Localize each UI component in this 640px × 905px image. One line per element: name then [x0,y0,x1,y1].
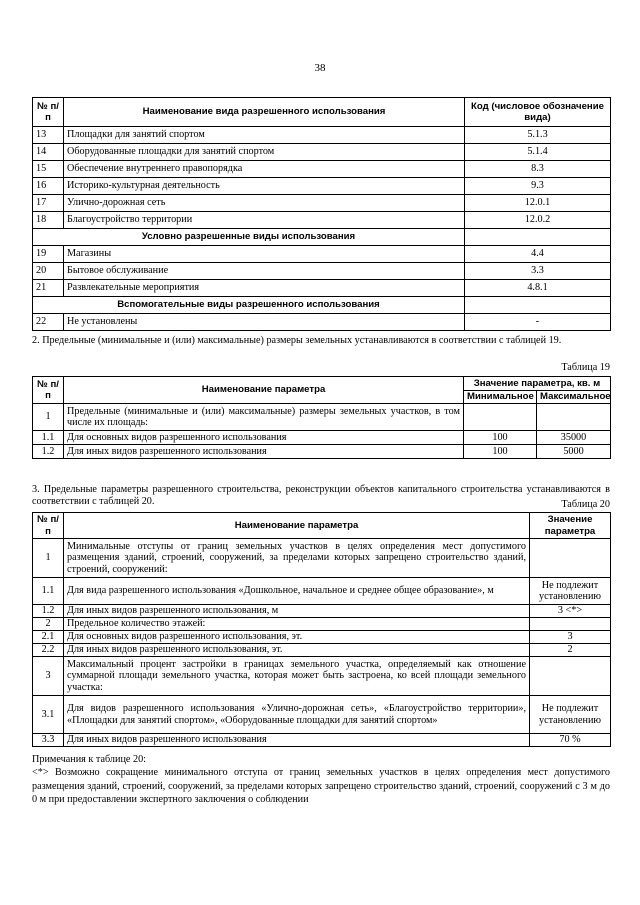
notes-text: <*> Возможно сокращение минимального отступа от границ земельных участков в целях определения мест допустимого размещения зданий, строений, сооружений, за пределами которых запрещено строительство зданий, строений, сооружений с 3 м до 0 м при предоставлении экспертного заключения о соблюдении [32,767,610,806]
use-row-cell-0: 22 [33,314,64,331]
use-row-cell-2: 9.3 [465,178,611,195]
t20-row-cell-2 [530,657,611,696]
t20-row-cell-2 [530,539,611,578]
t20-row-cell-2: 3 [530,631,611,644]
use-row-cell-1: Улично-дорожная сеть [64,195,465,212]
use-row-cell-1: Историко-культурная деятельность [64,178,465,195]
use-row-cell-2: 4.4 [465,246,611,263]
use-row-cell-1: Магазины [64,246,465,263]
use-row [33,195,611,212]
t19-row-cell-3: 35000 [537,431,611,445]
t19-row-cell-1: Для основных видов разрешенного использования [64,431,464,445]
t19-row-cell-1: Предельные (минимальные и (или) максимальные) размеры земельных участков, в том числе их площадь: [64,404,464,431]
t20-row [33,696,611,734]
t20-row-cell-2: 2 [530,644,611,657]
section-empty-cell [465,229,611,246]
t20-row-cell-1: Для иных видов разрешенного использования [64,734,530,747]
header-code: Код (числовое обозначение вида) [465,98,611,127]
notes-title: Примечания к таблице 20: [32,754,146,765]
use-row-cell-1: Бытовое обслуживание [64,263,465,280]
t19-row-cell-0: 1.1 [33,431,64,445]
t20-row-cell-0: 2.2 [33,644,64,657]
use-row-cell-0: 18 [33,212,64,229]
use-row-cell-2: 3.3 [465,263,611,280]
t20-row-cell-1: Для основных видов разрешенного использования, эт. [64,631,530,644]
use-row-cell-0: 19 [33,246,64,263]
t20-header-value: Значение параметра [530,513,611,539]
t20-row-cell-2: 70 % [530,734,611,747]
t20-row-cell-1: Минимальные отступы от границ земельных участков в целях определения мест допустимого размещения зданий, строений, сооружений, за пределами которых запрещено строительство зданий, строений, сооружений: [64,539,530,578]
t19-header-num: № п/п [33,377,64,404]
t20-row [33,657,611,696]
t20-row-cell-1: Для иных видов разрешенного использования, м [64,605,530,618]
t20-row-cell-0: 1 [33,539,64,578]
use-row-cell-0: 21 [33,280,64,297]
use-row [33,127,611,144]
t20-row-cell-0: 3.3 [33,734,64,747]
use-row [33,144,611,161]
t19-row [33,404,611,431]
t20-row [33,618,611,631]
t20-row-cell-1: Для видов разрешенного использования «Улично-дорожная сеть», «Благоустройство территории», «Площадки для занятий спортом», «Оборудованные площадки для занятий спортом» [64,696,530,734]
t20-row-cell-1: Максимальный процент застройки в границах земельного участка, определяемый как отношение суммарной площади земельного участка, которая может быть застроена, ко всей площади земельного участка: [64,657,530,696]
use-row [33,161,611,178]
use-row-cell-1: Площадки для занятий спортом [64,127,465,144]
use-row-cell-2: 4.8.1 [465,280,611,297]
paragraph-2: 2. Предельные (минимальные и (или) максимальные) размеры земельных устанавливаются в соответствии с таблицей 19. [32,335,562,346]
t20-row-cell-0: 2.1 [33,631,64,644]
t20-row-cell-2 [530,618,611,631]
use-row [33,246,611,263]
use-row-cell-0: 14 [33,144,64,161]
t19-row-cell-2: 100 [464,445,537,459]
t19-row [33,445,611,459]
t19-row-cell-2: 100 [464,431,537,445]
t20-row-cell-1: Для иных видов разрешенного использования, эт. [64,644,530,657]
t20-row-cell-0: 2 [33,618,64,631]
t19-header-min: Минимальное [464,391,537,404]
t20-header-num: № п/п [33,513,64,539]
t19-header-name: Наименование параметра [64,377,464,404]
t20-row [33,539,611,578]
use-row-cell-2: 8.3 [465,161,611,178]
use-row-cell-0: 16 [33,178,64,195]
use-row-cell-2: 5.1.4 [465,144,611,161]
use-row [33,178,611,195]
t20-row-cell-2: Не подлежит установлению [530,696,611,734]
t20-row-cell-0: 3 [33,657,64,696]
t20-row-cell-0: 1.2 [33,605,64,618]
use-row [33,280,611,297]
t20-row [33,644,611,657]
section-conditional-uses: Условно разрешенные виды использования [33,229,465,246]
t19-row-cell-2 [464,404,537,431]
t19-row [33,431,611,445]
t20-row-cell-2: Не подлежит установлению [530,578,611,605]
section-auxiliary-uses: Вспомогательные виды разрешенного использования [33,297,465,314]
use-row-cell-1: Обеспечение внутреннего правопорядка [64,161,465,178]
land-size-table [32,376,611,459]
use-row-cell-1: Оборудованные площадки для занятий спортом [64,144,465,161]
use-row-cell-0: 15 [33,161,64,178]
t20-header-name: Наименование параметра [64,513,530,539]
page-number: 38 [314,62,326,74]
t20-row [33,605,611,618]
t19-row-cell-1: Для иных видов разрешенного использования [64,445,464,459]
t19-row-cell-0: 1 [33,404,64,431]
use-row-cell-2: 12.0.1 [465,195,611,212]
use-row-cell-1: Развлекательные мероприятия [64,280,465,297]
header-num: № п/п [33,98,64,127]
t19-row-cell-3: 5000 [537,445,611,459]
use-row-cell-1: Благоустройство территории [64,212,465,229]
use-row-cell-1: Не установлены [64,314,465,331]
use-row [33,314,611,331]
notes-block [32,753,610,807]
t19-row-cell-0: 1.2 [33,445,64,459]
paragraph-3: 3. Предельные параметры разрешенного строительства, реконструкции объектов капитального строительства устанавливаются в соответствии с таблицей 20. [32,484,610,508]
table20-caption: Таблица 20 [561,499,610,510]
section-empty-cell [465,297,611,314]
t19-row-cell-3 [537,404,611,431]
t20-row-cell-1: Для вида разрешенного использования «Дошкольное, начальное и среднее общее образование», м [64,578,530,605]
use-row-cell-2: 5.1.3 [465,127,611,144]
use-row-cell-0: 13 [33,127,64,144]
t19-header-value: Значение параметра, кв. м [464,377,611,391]
table19-caption: Таблица 19 [561,362,610,373]
t20-row-cell-1: Предельное количество этажей: [64,618,530,631]
use-row [33,263,611,280]
t20-row [33,578,611,605]
use-row-cell-2: - [465,314,611,331]
construction-params-table [32,512,611,747]
use-row-cell-0: 17 [33,195,64,212]
t19-header-max: Максимальное [537,391,611,404]
t20-row-cell-0: 3.1 [33,696,64,734]
t20-row [33,734,611,747]
use-row-cell-2: 12.0.2 [465,212,611,229]
t20-row-cell-2: 3 <*> [530,605,611,618]
header-use-name: Наименование вида разрешенного использования [64,98,465,127]
t20-row [33,631,611,644]
use-row-cell-0: 20 [33,263,64,280]
t20-row-cell-0: 1.1 [33,578,64,605]
permitted-use-table [32,97,611,331]
use-row [33,212,611,229]
